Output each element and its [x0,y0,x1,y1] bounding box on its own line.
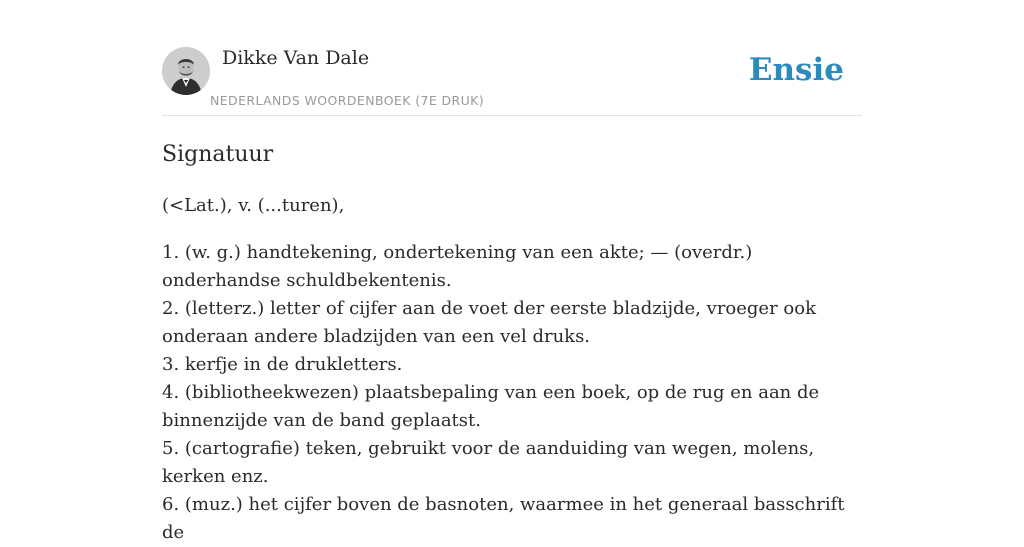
entry-title: Signatuur [162,142,274,167]
entry-etymology: (<Lat.), v. (...turen), [162,195,345,216]
dictionary-subtitle[interactable]: NEDERLANDS WOORDENBOEK (7E DRUK) [210,93,485,108]
definition-item: 3. kerfje in de drukletters. [162,354,403,375]
header [162,0,862,116]
brand-logo[interactable]: Ensie [748,52,844,88]
author-name[interactable]: Dikke Van Dale [222,47,370,69]
definition-item: 2. (letterz.) letter of cijfer aan de voet der eerste bladzijde, vroeger ook onderaan andere bladzijden van een vel druks. [162,298,816,347]
definition-item: 5. (cartografie) teken, gebruikt voor de aanduiding van wegen, molens, kerken enz. [162,438,815,487]
definition-item: 4. (bibliotheekwezen) plaatsbepaling van een boek, op de rug en aan de binnenzijde van de band geplaatst. [162,382,820,431]
definition-list [162,239,862,547]
definition-item: 1. (w. g.) handtekening, ondertekening van een akte; — (overdr.) onderhandse schuldbekentenis. [162,242,753,291]
avatar[interactable] [162,47,210,95]
portrait-photo-icon [162,47,210,95]
page-container [162,0,862,543]
definition-item: 6. (muz.) het cijfer boven de basnoten, waarmee in het generaal basschrift de [162,494,845,543]
